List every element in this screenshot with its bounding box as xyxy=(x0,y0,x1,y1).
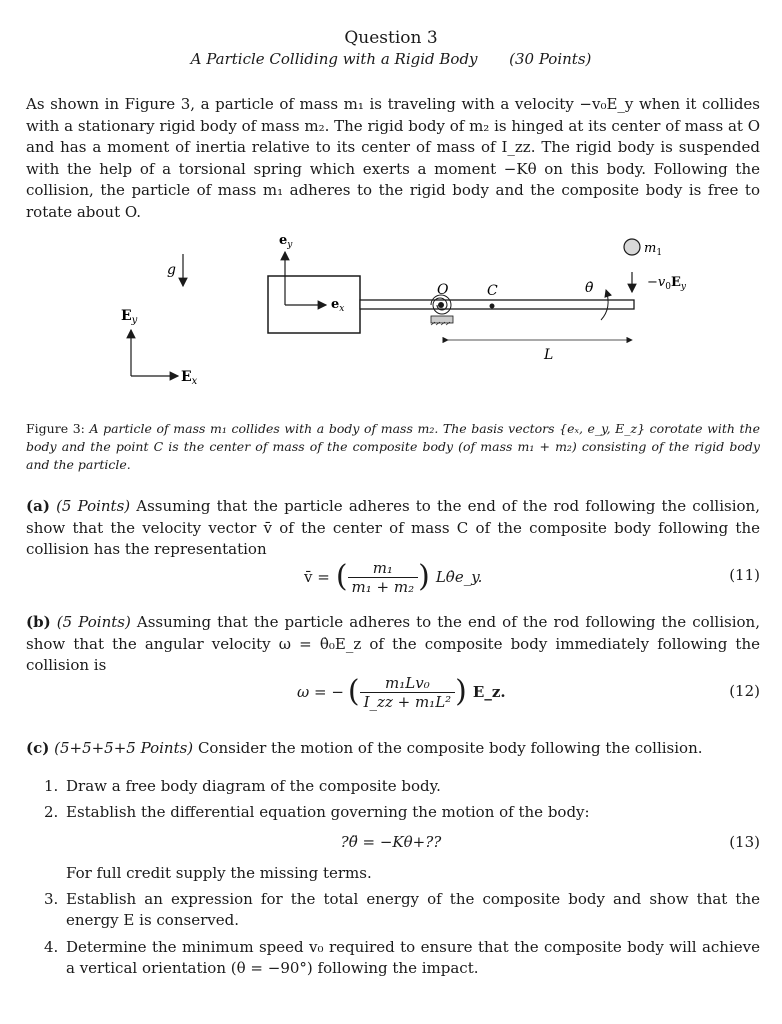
eq12-denominator: I_zz + m₁L² xyxy=(360,692,456,711)
list-item-text: Determine the minimum speed v₀ required to ensure that the composite body will achieve a vertical orientation (θ = −90°) following the impact. xyxy=(66,938,760,977)
equation-13: ?θ̈ = −Kθ+?? xyxy=(340,833,442,851)
list-item-number: 2. xyxy=(44,803,59,821)
part-a-points: (5 Points) xyxy=(56,497,131,515)
figure-caption xyxy=(26,420,760,474)
list-item xyxy=(44,776,760,797)
L-label: L xyxy=(544,347,554,363)
question-subtitle xyxy=(0,50,782,68)
part-b-label: (b) xyxy=(26,613,51,631)
m1-label: $m_1$ xyxy=(644,241,663,258)
missing-terms-note xyxy=(44,863,760,884)
list-item-text: Establish an expression for the total energy of the composite body and show that the energy E is conserved. xyxy=(66,890,760,929)
part-b-text: Assuming that the particle adheres to the end of the rod following the collision, show that the angular velocity ω = θ̇₀E_z of the composite body immediately following the collision is xyxy=(26,613,760,674)
list-item-number: 4. xyxy=(44,938,59,956)
list-item-text: Draw a free body diagram of the composite body. xyxy=(66,777,441,795)
eq12-number: (12) xyxy=(729,682,760,700)
eq11-rhs: Lθ̇e_y. xyxy=(435,568,483,586)
C-label: C xyxy=(487,283,498,299)
particle-m1 xyxy=(624,239,640,255)
note-text: For full credit supply the missing terms. xyxy=(66,864,372,882)
part-a-text: Assuming that the particle adheres to the end of the rod following the collision, show that the velocity vector v̄ of the center of mass C of the composite body following the collision has the representation xyxy=(26,497,760,558)
question-title: Question 3 xyxy=(344,28,438,48)
gravity-label: g xyxy=(167,262,176,278)
list-item-number: 3. xyxy=(44,890,59,908)
part-c-paragraph xyxy=(26,738,760,760)
rod xyxy=(360,300,634,309)
eq11-denominator: m₁ + m₂ xyxy=(348,577,419,596)
velocity-label: $-v_0E_y$ xyxy=(647,275,686,292)
figure-3 xyxy=(0,228,782,418)
list-item xyxy=(44,937,760,979)
Ex-label: $E_x$ xyxy=(181,369,198,387)
eq12-rhs: E_z. xyxy=(472,683,506,701)
intro-paragraph: As shown in Figure 3, a particle of mass m₁ is traveling with a velocity −v₀E_y when it collides with a stationary rigid body of mass m₂. The rigid body of m₂ is hinged at its center of mass at O and has a moment of inertia relative to its center of mass of I_zz. The rigid body is suspended with the help of a torsional spring which exerts a moment −Kθ on this body. Following the collision, the particle of mass m₁ adheres to the rigid body and the composite body is free to rotate about O. xyxy=(26,95,760,221)
part-a-paragraph xyxy=(26,496,760,561)
caption-label: Figure 3: xyxy=(26,421,85,436)
part-b-paragraph xyxy=(26,612,760,677)
part-c-label: (c) xyxy=(26,739,50,757)
subtitle-text: A Particle Colliding with a Rigid Body xyxy=(190,50,478,68)
ex-body-label: $e_x$ xyxy=(331,297,345,314)
ey-body-label: $e_y$ xyxy=(279,233,293,250)
O-label: O xyxy=(437,282,449,298)
eq12-lhs: ω = − xyxy=(297,683,344,701)
subtitle-points: (30 Points) xyxy=(509,50,592,68)
part-b-points: (5 Points) xyxy=(56,613,131,631)
equation-12: ω = − ( $\frac{\text{m₁Lv₀}}{\text{I\_zz + m₁L²}}$ ) E_z. xyxy=(297,673,506,711)
equation-11: v̄ = ( $\frac{\text{m₁}}{\text{m₁ + m₂}}$ ) Lθ̇e_y. xyxy=(304,558,483,596)
eq13-number: (13) xyxy=(729,833,760,851)
list-item-text: Establish the differential equation governing the motion of the body: xyxy=(66,803,590,821)
Ey-label: $E_y$ xyxy=(121,308,138,326)
eq11-lhs: v̄ = xyxy=(304,568,330,586)
part-c-text: Consider the motion of the composite body following the collision. xyxy=(197,739,703,757)
list-item xyxy=(44,802,760,823)
part-c-points: (5+5+5+5 Points) xyxy=(54,739,194,757)
hinge-O xyxy=(438,302,444,308)
theta-dot-label: θ̇ xyxy=(585,280,594,296)
eq11-numerator: m₁ xyxy=(372,558,393,577)
eq11-number: (11) xyxy=(729,566,760,584)
list-item xyxy=(44,889,760,931)
center-of-mass-C xyxy=(490,304,495,309)
part-a-label: (a) xyxy=(26,497,50,515)
eq12-numerator: m₁Lv₀ xyxy=(385,673,430,692)
list-item-number: 1. xyxy=(44,777,59,795)
caption-text: A particle of mass m₁ collides with a body of mass m₂. The basis vectors {eₓ, e_y, E_z} corotate with the body and the point C is the center of mass of the composite body (of mass m₁ + m₂) consisting of the rigid body and the particle. xyxy=(26,421,761,472)
